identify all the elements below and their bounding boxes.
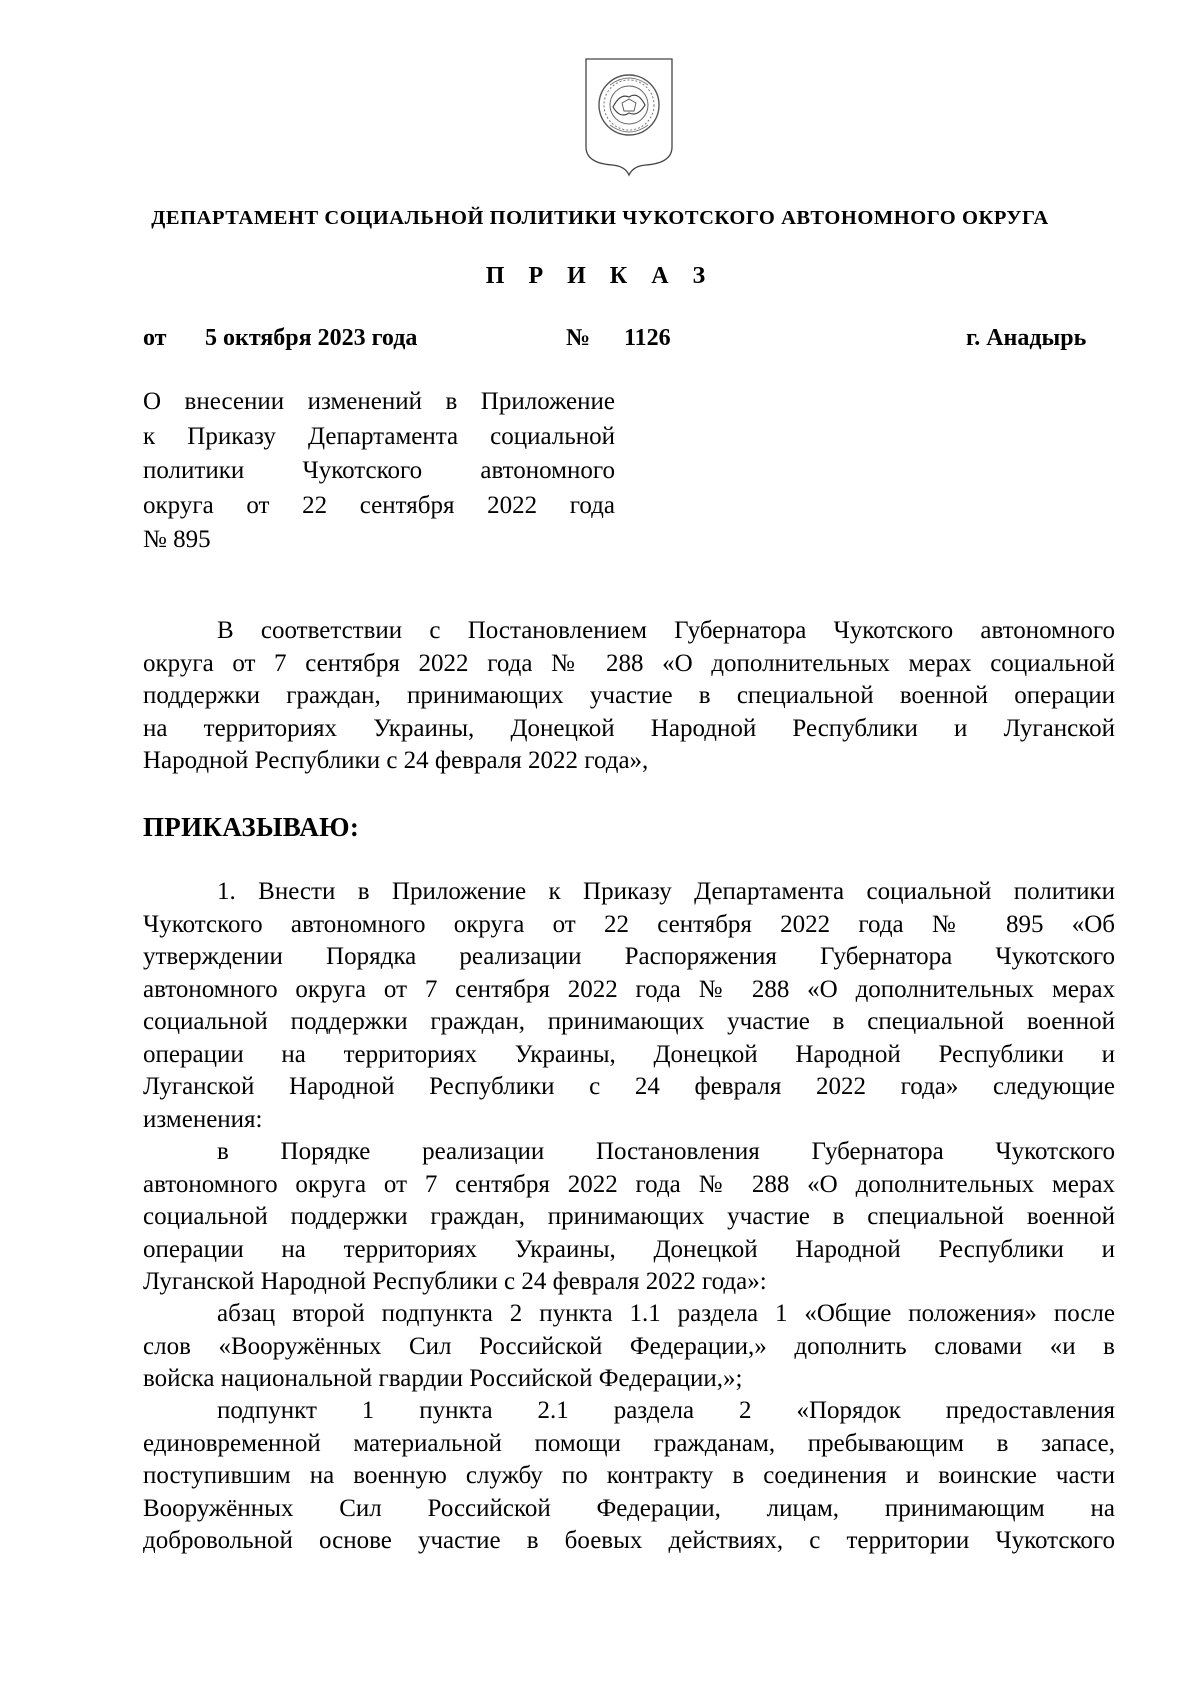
text-line: Народной Республики с 24 февраля 2022 года»,: [143, 747, 649, 774]
text-line: социальной поддержки граждан, принимающих участие в специальной военной: [143, 1008, 1115, 1035]
text-line: операции на территориях Украины, Донецкой Народной Республики и: [143, 1040, 1115, 1068]
text-line: Луганской Народной Республики с 24 февраля 2022 года» следующие: [143, 1073, 1115, 1100]
paragraph-3: [143, 1298, 1115, 1396]
text-line: добровольной основе участие в боевых действиях, с территории Чукотского: [143, 1527, 1115, 1554]
text-line: изменения:: [143, 1105, 263, 1133]
department-name: ДЕПАРТАМЕНТ СОЦИАЛЬНОЙ ПОЛИТИКИ ЧУКОТСКОГО АВТОНОМНОГО ОКРУГА: [151, 207, 1049, 229]
text-line: абзац второй подпункта 2 пункта 1.1 раздела 1 «Общие положения» после: [217, 1300, 1115, 1327]
text-line: операции на территориях Украины, Донецкой Народной Республики и: [143, 1235, 1115, 1263]
subject-line: политики Чукотского автономного: [143, 457, 615, 484]
document-subject: [143, 385, 615, 558]
preamble-paragraph: [143, 615, 1115, 778]
text-line: поддержки граждан, принимающих участие в специальной военной операции: [143, 682, 1115, 709]
document-date: 5 октября 2023 года: [205, 325, 418, 351]
paragraph-4: [143, 1395, 1115, 1558]
document-number: 1126: [624, 325, 671, 351]
text-line: В соответствии с Постановлением Губернатора Чукотского автономного: [217, 617, 1115, 644]
paragraph-2: [143, 1136, 1115, 1299]
text-line: на территориях Украины, Донецкой Народной Республики и Луганской: [143, 714, 1115, 742]
paragraph-1: [143, 876, 1115, 1136]
subject-line: О внесении изменений в Приложение: [143, 388, 615, 415]
number-sign: №: [566, 325, 591, 351]
text-line: округа от 7 сентября 2022 года № 288 «О дополнительных мерах социальной: [143, 649, 1115, 677]
text-line: автономного округа от 7 сентября 2022 года № 288 «О дополнительных мерах: [143, 975, 1115, 1003]
document-title: П Р И К А З: [485, 263, 715, 289]
subject-line: к Приказу Департамента социальной: [143, 422, 615, 450]
text-line: Чукотского автономного округа от 22 сентября 2022 года № 895 «Об: [143, 910, 1115, 938]
subject-line: № 895: [143, 526, 211, 553]
document-city: г. Анадырь: [966, 325, 1087, 351]
order-command: ПРИКАЗЫВАЮ:: [143, 812, 360, 842]
text-line: единовременной материальной помощи гражданам, пребывающим в запасе,: [143, 1429, 1115, 1457]
text-line: слов «Вооружённых Сил Российской Федерации,» дополнить словами «и в: [143, 1332, 1115, 1360]
text-line: 1. Внести в Приложение к Приказу Департамента социальной политики: [217, 878, 1115, 905]
text-line: войска национальной гвардии Российской Федерации,»;: [143, 1365, 743, 1392]
text-line: подпункт 1 пункта 2.1 раздела 2 «Порядок предоставления: [217, 1397, 1115, 1424]
text-line: социальной поддержки граждан, принимающих участие в специальной военной: [143, 1203, 1115, 1230]
text-line: поступившим на военную службу по контракту в соединения и воинские части: [143, 1462, 1115, 1489]
text-line: утверждении Порядка реализации Распоряжения Губернатора Чукотского: [143, 943, 1115, 970]
subject-line: округа от 22 сентября 2022 года: [143, 491, 615, 519]
text-line: в Порядке реализации Постановления Губернатора Чукотского: [217, 1138, 1115, 1165]
text-line: Вооружённых Сил Российской Федерации, лицам, принимающим на: [143, 1494, 1115, 1522]
coat-of-arms-icon: [580, 55, 678, 177]
text-line: Луганской Народной Республики с 24 февраля 2022 года»:: [143, 1268, 767, 1295]
date-label: от: [143, 325, 167, 351]
text-line: автономного округа от 7 сентября 2022 года № 288 «О дополнительных мерах: [143, 1170, 1115, 1198]
